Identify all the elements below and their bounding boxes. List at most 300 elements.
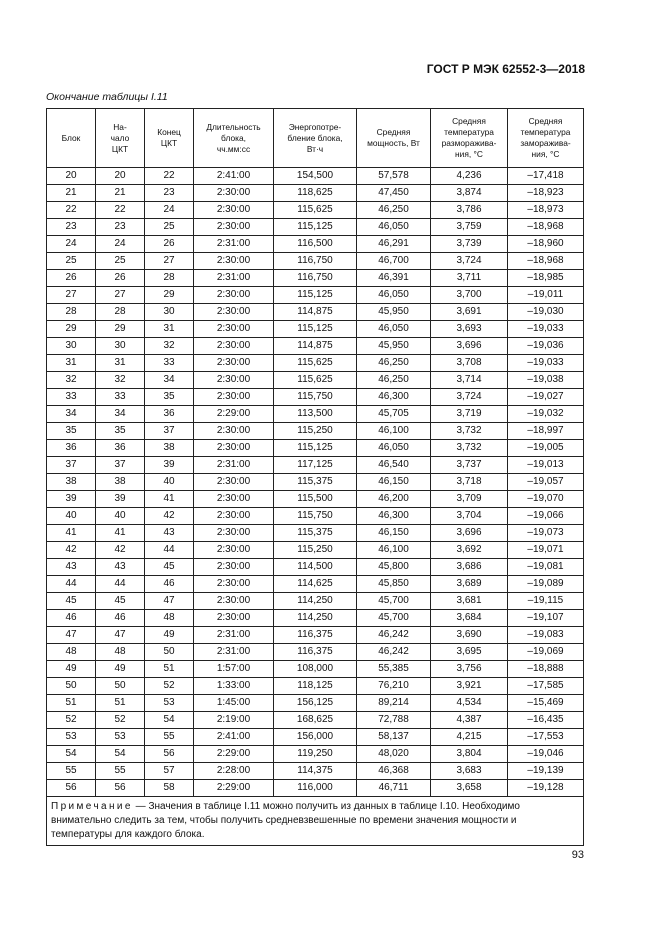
table-cell: –18,888 [508, 661, 584, 678]
table-cell: –19,115 [508, 593, 584, 610]
table-row [47, 287, 584, 304]
table-cell: 116,375 [274, 627, 357, 644]
table-cell: 26 [96, 270, 145, 287]
table-cell: 44 [145, 542, 194, 559]
table-cell: –19,066 [508, 508, 584, 525]
table-cell: 2:31:00 [194, 644, 274, 661]
table-cell: 24 [145, 202, 194, 219]
table-cell: 3,658 [431, 780, 508, 797]
table-cell: 30 [96, 338, 145, 355]
table-cell: 115,375 [274, 474, 357, 491]
table-cell: 29 [145, 287, 194, 304]
table-cell: 46,200 [357, 491, 431, 508]
table-note-row [47, 797, 584, 846]
table-cell: 37 [96, 457, 145, 474]
table-cell: 46,368 [357, 763, 431, 780]
table-cell: 23 [145, 185, 194, 202]
table-cell: 2:30:00 [194, 474, 274, 491]
table-cell: 49 [47, 661, 96, 678]
table-cell: 57,578 [357, 168, 431, 185]
table-cell: 27 [96, 287, 145, 304]
table-cell: 119,250 [274, 746, 357, 763]
table-cell: –19,107 [508, 610, 584, 627]
table-cell: 49 [145, 627, 194, 644]
table-cell: 3,695 [431, 644, 508, 661]
table-cell: 34 [47, 406, 96, 423]
table-cell: 35 [47, 423, 96, 440]
table-cell: 46,700 [357, 253, 431, 270]
table-cell: 2:30:00 [194, 321, 274, 338]
table-cell: 54 [145, 712, 194, 729]
table-cell: 3,684 [431, 610, 508, 627]
table-row [47, 576, 584, 593]
table-cell: 3,696 [431, 525, 508, 542]
table-cell: –15,469 [508, 695, 584, 712]
table-cell: 3,724 [431, 253, 508, 270]
table-note [47, 797, 584, 846]
table-cell: 2:31:00 [194, 270, 274, 287]
table-row [47, 355, 584, 372]
table-cell: 2:41:00 [194, 729, 274, 746]
table-cell: 2:30:00 [194, 253, 274, 270]
table-cell: 156,125 [274, 695, 357, 712]
table-cell: 115,125 [274, 440, 357, 457]
page-number: 93 [571, 849, 584, 861]
table-cell: 36 [96, 440, 145, 457]
table-row [47, 695, 584, 712]
table-cell: 3,686 [431, 559, 508, 576]
table-cell: –18,973 [508, 202, 584, 219]
table-cell: 2:29:00 [194, 406, 274, 423]
table-cell: 55 [96, 763, 145, 780]
table-row [47, 202, 584, 219]
table-cell: –19,139 [508, 763, 584, 780]
table-cell: 54 [47, 746, 96, 763]
table-cell: 154,500 [274, 168, 357, 185]
table-cell: –19,030 [508, 304, 584, 321]
table-cell: 115,250 [274, 423, 357, 440]
table-cell: 115,375 [274, 525, 357, 542]
table-cell: 56 [145, 746, 194, 763]
table-cell: 20 [96, 168, 145, 185]
table-cell: 46,300 [357, 508, 431, 525]
table-header-row [47, 109, 584, 168]
table-cell: 3,732 [431, 423, 508, 440]
table-cell: 47 [145, 593, 194, 610]
table-cell: 2:30:00 [194, 338, 274, 355]
table-row [47, 440, 584, 457]
table-cell: 3,711 [431, 270, 508, 287]
table-cell: 2:30:00 [194, 525, 274, 542]
table-cell: 37 [145, 423, 194, 440]
table-cell: –19,089 [508, 576, 584, 593]
table-cell: 42 [96, 542, 145, 559]
table-cell: 2:30:00 [194, 491, 274, 508]
table-cell: 3,756 [431, 661, 508, 678]
table-cell: 57 [145, 763, 194, 780]
table-cell: 115,125 [274, 287, 357, 304]
table-cell: 46,300 [357, 389, 431, 406]
table-cell: 36 [47, 440, 96, 457]
table-cell: 115,625 [274, 355, 357, 372]
table-cell: 2:30:00 [194, 355, 274, 372]
table-cell: 1:45:00 [194, 695, 274, 712]
table-cell: 31 [96, 355, 145, 372]
table-cell: 2:30:00 [194, 559, 274, 576]
table-cell: 45,950 [357, 338, 431, 355]
table-body [47, 168, 584, 797]
table-cell: 3,804 [431, 746, 508, 763]
table-cell: –17,553 [508, 729, 584, 746]
table-row [47, 304, 584, 321]
table-cell: 89,214 [357, 695, 431, 712]
table-cell: 46,391 [357, 270, 431, 287]
table-cell: 76,210 [357, 678, 431, 695]
table-row [47, 746, 584, 763]
table-cell: 2:31:00 [194, 457, 274, 474]
table-cell: 44 [47, 576, 96, 593]
table-row [47, 712, 584, 729]
table-cell: –19,038 [508, 372, 584, 389]
table-cell: –19,046 [508, 746, 584, 763]
table-cell: 52 [145, 678, 194, 695]
table-cell: 46,250 [357, 355, 431, 372]
table-cell: 46,100 [357, 542, 431, 559]
table-cell: 51 [96, 695, 145, 712]
table-cell: –17,585 [508, 678, 584, 695]
table-cell: 43 [96, 559, 145, 576]
table-cell: 46,150 [357, 474, 431, 491]
table-cell: –19,013 [508, 457, 584, 474]
table-row [47, 525, 584, 542]
table-cell: 53 [96, 729, 145, 746]
col-header-freeze-temp: Средняя температура заморажива- ния, °С [508, 109, 584, 168]
table-cell: 37 [47, 457, 96, 474]
table-cell: 46,250 [357, 372, 431, 389]
table-cell: –18,997 [508, 423, 584, 440]
note-text: — Значения в таблице I.11 можно получить из данных в таблице I.10. Необходимо внимательно следить за тем, чтобы получить средневзвешенные по времени значения мощности и температуры для каждого блока. [51, 801, 520, 840]
table-cell: 22 [96, 202, 145, 219]
table-row [47, 763, 584, 780]
table-cell: 3,708 [431, 355, 508, 372]
table-cell: 118,125 [274, 678, 357, 695]
table-cell: 115,625 [274, 372, 357, 389]
table-cell: –19,069 [508, 644, 584, 661]
table-cell: 46,050 [357, 321, 431, 338]
table-cell: 50 [96, 678, 145, 695]
table-row [47, 627, 584, 644]
table-cell: 116,750 [274, 270, 357, 287]
table-cell: 23 [47, 219, 96, 236]
table-cell: 113,500 [274, 406, 357, 423]
table-cell: 114,250 [274, 610, 357, 627]
table-cell: 21 [96, 185, 145, 202]
table-row [47, 423, 584, 440]
table-cell: 116,500 [274, 236, 357, 253]
table-cell: 46,250 [357, 202, 431, 219]
table-cell: –19,073 [508, 525, 584, 542]
table-caption: Окончание таблицы I.11 [46, 91, 168, 103]
table-cell: 56 [47, 780, 96, 797]
table-row [47, 780, 584, 797]
table-cell: 20 [47, 168, 96, 185]
table-cell: 48 [145, 610, 194, 627]
table-cell: 58 [145, 780, 194, 797]
table-cell: 115,125 [274, 219, 357, 236]
table-cell: 58,137 [357, 729, 431, 746]
table-cell: 22 [47, 202, 96, 219]
table-row [47, 321, 584, 338]
table-cell: 41 [96, 525, 145, 542]
table-cell: 3,719 [431, 406, 508, 423]
table-cell: 48,020 [357, 746, 431, 763]
table-cell: 46,050 [357, 440, 431, 457]
table-cell: 115,125 [274, 321, 357, 338]
table-cell: –19,071 [508, 542, 584, 559]
table-cell: 30 [145, 304, 194, 321]
table-cell: –17,418 [508, 168, 584, 185]
table-cell: –19,036 [508, 338, 584, 355]
table-cell: 116,375 [274, 644, 357, 661]
table-cell: 53 [47, 729, 96, 746]
table-cell: 46,150 [357, 525, 431, 542]
table-cell: 46,711 [357, 780, 431, 797]
table-cell: 4,215 [431, 729, 508, 746]
table-cell: 114,250 [274, 593, 357, 610]
table-row [47, 338, 584, 355]
table-cell: 116,000 [274, 780, 357, 797]
table-cell: 2:30:00 [194, 219, 274, 236]
table-row [47, 559, 584, 576]
table-cell: 3,718 [431, 474, 508, 491]
table-cell: 52 [47, 712, 96, 729]
table-cell: 2:30:00 [194, 185, 274, 202]
table-cell: 45 [145, 559, 194, 576]
table-row [47, 491, 584, 508]
table-cell: 31 [145, 321, 194, 338]
table-cell: 28 [145, 270, 194, 287]
table-cell: 3,724 [431, 389, 508, 406]
table-cell: –19,033 [508, 321, 584, 338]
table-cell: 40 [145, 474, 194, 491]
col-header-defrost-temp: Средняя температура разморажива- ния, °С [431, 109, 508, 168]
table-cell: 114,500 [274, 559, 357, 576]
table-cell: 49 [96, 661, 145, 678]
table-row [47, 185, 584, 202]
table-cell: 115,750 [274, 389, 357, 406]
table-cell: 44 [96, 576, 145, 593]
table-cell: 2:30:00 [194, 389, 274, 406]
table-cell: 2:30:00 [194, 593, 274, 610]
table-cell: 3,874 [431, 185, 508, 202]
table-cell: 45,800 [357, 559, 431, 576]
table-cell: 2:30:00 [194, 440, 274, 457]
table-cell: 56 [96, 780, 145, 797]
table-row [47, 236, 584, 253]
table-cell: 45,950 [357, 304, 431, 321]
table-cell: 45,705 [357, 406, 431, 423]
table-cell: 24 [47, 236, 96, 253]
table-cell: –19,083 [508, 627, 584, 644]
table-cell: –18,985 [508, 270, 584, 287]
table-cell: 45,850 [357, 576, 431, 593]
table-cell: 33 [96, 389, 145, 406]
table-cell: 4,236 [431, 168, 508, 185]
table-cell: 39 [96, 491, 145, 508]
table-cell: –19,011 [508, 287, 584, 304]
table-row [47, 542, 584, 559]
table-cell: 25 [145, 219, 194, 236]
table-cell: 3,786 [431, 202, 508, 219]
table-cell: 30 [47, 338, 96, 355]
col-header-power: Средняя мощность, Вт [357, 109, 431, 168]
table-cell: 156,000 [274, 729, 357, 746]
table-cell: 3,709 [431, 491, 508, 508]
table-cell: 118,625 [274, 185, 357, 202]
table-cell: 35 [96, 423, 145, 440]
table-cell: 28 [96, 304, 145, 321]
table-cell: 24 [96, 236, 145, 253]
table-cell: 27 [47, 287, 96, 304]
table-cell: 47,450 [357, 185, 431, 202]
table-row [47, 219, 584, 236]
table-cell: 38 [47, 474, 96, 491]
table-cell: 46 [145, 576, 194, 593]
table-cell: 52 [96, 712, 145, 729]
table-cell: 47 [47, 627, 96, 644]
table-cell: 29 [96, 321, 145, 338]
table-cell: –19,081 [508, 559, 584, 576]
table-cell: 40 [96, 508, 145, 525]
table-cell: 3,689 [431, 576, 508, 593]
table-cell: 2:28:00 [194, 763, 274, 780]
table-cell: 45,700 [357, 593, 431, 610]
table-cell: 72,788 [357, 712, 431, 729]
table-cell: 3,714 [431, 372, 508, 389]
table-cell: 41 [145, 491, 194, 508]
table-cell: 54 [96, 746, 145, 763]
table-cell: 53 [145, 695, 194, 712]
table-cell: 25 [96, 253, 145, 270]
table-cell: 114,375 [274, 763, 357, 780]
table-cell: 48 [96, 644, 145, 661]
table-cell: 46 [47, 610, 96, 627]
col-header-duration: Длительность блока, чч.мм:сс [194, 109, 274, 168]
table-cell: –18,960 [508, 236, 584, 253]
table-row [47, 678, 584, 695]
col-header-end: Конец ЦКТ [145, 109, 194, 168]
table-cell: 36 [145, 406, 194, 423]
table-cell: 33 [47, 389, 96, 406]
table-cell: –19,033 [508, 355, 584, 372]
table-cell: 55 [47, 763, 96, 780]
table-cell: 168,625 [274, 712, 357, 729]
table-cell: 2:30:00 [194, 508, 274, 525]
data-table [46, 108, 584, 846]
table-cell: 50 [145, 644, 194, 661]
table-cell: –16,435 [508, 712, 584, 729]
table-cell: 4,534 [431, 695, 508, 712]
table-cell: 115,500 [274, 491, 357, 508]
table-row [47, 644, 584, 661]
table-cell: 46 [96, 610, 145, 627]
table-row [47, 270, 584, 287]
table-cell: 34 [145, 372, 194, 389]
table-cell: 46,540 [357, 457, 431, 474]
table-cell: 108,000 [274, 661, 357, 678]
table-cell: 41 [47, 525, 96, 542]
table-cell: 3,759 [431, 219, 508, 236]
table-cell: 35 [145, 389, 194, 406]
table-cell: 3,737 [431, 457, 508, 474]
table-cell: 51 [145, 661, 194, 678]
table-row [47, 508, 584, 525]
table-cell: 2:30:00 [194, 576, 274, 593]
table-cell: 32 [47, 372, 96, 389]
table-cell: 117,125 [274, 457, 357, 474]
table-cell: 23 [96, 219, 145, 236]
table-row [47, 253, 584, 270]
table-cell: 46,050 [357, 287, 431, 304]
table-cell: 3,921 [431, 678, 508, 695]
table-cell: 42 [145, 508, 194, 525]
table-cell: 33 [145, 355, 194, 372]
table-row [47, 406, 584, 423]
table-cell: 2:30:00 [194, 304, 274, 321]
table-row [47, 593, 584, 610]
table-cell: 3,693 [431, 321, 508, 338]
note-label: Примечание [51, 801, 133, 812]
table-cell: 114,875 [274, 304, 357, 321]
table-cell: 2:31:00 [194, 627, 274, 644]
table-cell: –18,968 [508, 219, 584, 236]
table-cell: 26 [145, 236, 194, 253]
table-row [47, 372, 584, 389]
table-cell: 39 [145, 457, 194, 474]
table-cell: 38 [145, 440, 194, 457]
table-cell: 2:30:00 [194, 372, 274, 389]
table-cell: 38 [96, 474, 145, 491]
table-row [47, 661, 584, 678]
table-cell: 21 [47, 185, 96, 202]
table-cell: 3,692 [431, 542, 508, 559]
table-cell: 2:41:00 [194, 168, 274, 185]
table-cell: 40 [47, 508, 96, 525]
table-cell: 45 [47, 593, 96, 610]
table-cell: 1:33:00 [194, 678, 274, 695]
table-cell: 3,691 [431, 304, 508, 321]
table-cell: 50 [47, 678, 96, 695]
table-row [47, 389, 584, 406]
table-cell: 3,732 [431, 440, 508, 457]
table-cell: 32 [96, 372, 145, 389]
table-cell: 45,700 [357, 610, 431, 627]
table-row [47, 610, 584, 627]
table-cell: 48 [47, 644, 96, 661]
table-cell: 46,291 [357, 236, 431, 253]
table-cell: 55 [145, 729, 194, 746]
table-cell: 3,690 [431, 627, 508, 644]
table-cell: –18,968 [508, 253, 584, 270]
table-cell: 2:30:00 [194, 202, 274, 219]
table-cell: 46,242 [357, 644, 431, 661]
table-cell: –19,027 [508, 389, 584, 406]
table-row [47, 729, 584, 746]
table-cell: 3,739 [431, 236, 508, 253]
table-cell: 34 [96, 406, 145, 423]
table-cell: 22 [145, 168, 194, 185]
table-cell: 1:57:00 [194, 661, 274, 678]
